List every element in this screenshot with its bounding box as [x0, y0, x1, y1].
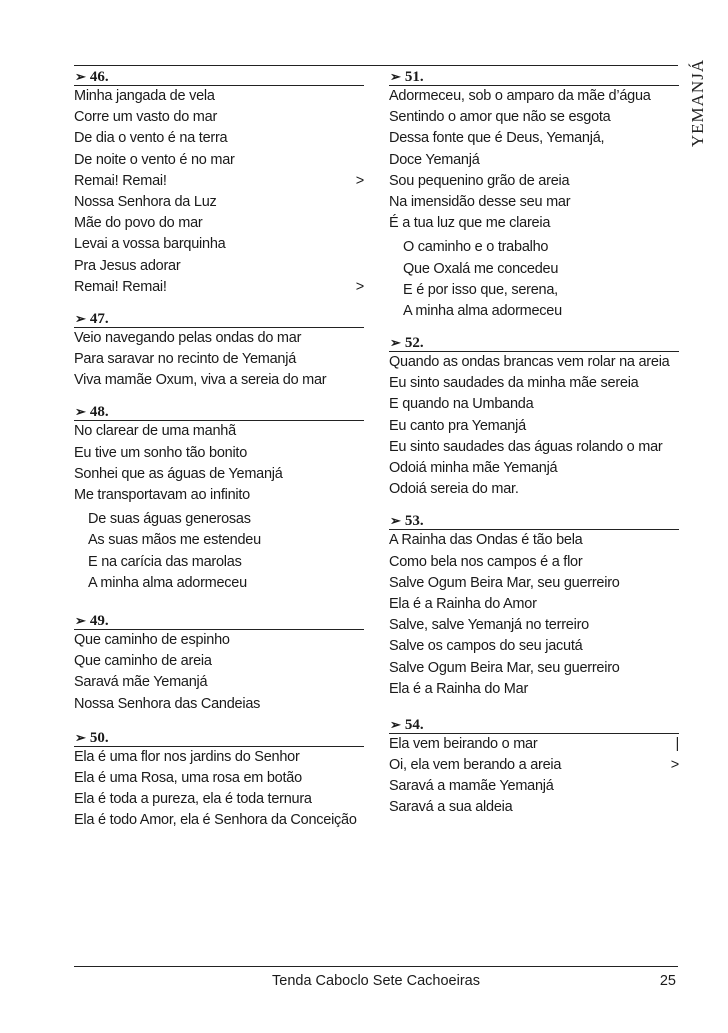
arrow-bullet-icon: ➢: [75, 69, 86, 84]
song-51: [389, 68, 679, 322]
song-line: Ela é a Rainha do Amor: [389, 595, 537, 612]
song-line: Minha jangada de vela: [74, 88, 215, 104]
repeat-mark: >: [355, 172, 364, 189]
song-line: E quando na Umbanda: [389, 396, 534, 413]
song-line: Oi, ela vem berando a areia >: [389, 755, 679, 776]
song-line: Salve os campos do seu jacutá: [389, 638, 583, 655]
song-line: Sentindo o amor que não se esgota: [389, 109, 611, 126]
song-line: Ela vem beirando o mar |: [389, 734, 679, 755]
song-49: [74, 612, 364, 715]
song-number: ➢ 46.: [74, 68, 364, 86]
song-line: Sonhei que as águas de Yemanjá: [74, 465, 283, 482]
arrow-bullet-icon: ➢: [75, 729, 86, 745]
song-line: Sou pequenino grão de areia: [389, 172, 570, 189]
song-line: Viva mamãe Oxum, viva a sereia do mar: [74, 372, 327, 389]
chorus-line: As suas mãos me estendeu: [88, 532, 261, 549]
section-tab-label: YEMANJÁ: [688, 58, 707, 148]
arrow-bullet-icon: ➢: [75, 310, 86, 326]
chorus-line: A minha alma adormeceu: [403, 302, 562, 319]
right-column: [389, 68, 679, 819]
song-line: Odoiá minha mãe Yemanjá: [389, 460, 558, 476]
song-line: Que caminho de espinho: [74, 631, 230, 648]
song-line: Mãe do povo do mar: [74, 215, 203, 232]
song-48: [74, 403, 364, 594]
song-line: Ela é a Rainha do Mar: [389, 680, 529, 697]
song-number: ➢ 53.: [389, 512, 679, 530]
song-line: Dessa fonte que é Deus, Yemanjá,: [389, 130, 605, 147]
song-line: Saravá a mamãe Yemanjá: [389, 778, 554, 795]
song-line: Eu sinto saudades da minha mãe sereia: [389, 375, 639, 392]
song-line: Salve Ogum Beira Mar, seu guerreiro: [389, 574, 620, 591]
song-46: [74, 68, 364, 298]
song-line: Me transportavam ao infinito: [74, 487, 250, 503]
song-number: ➢ 50.: [74, 729, 364, 747]
song-line: Ela é todo Amor, ela é Senhora da Conceição: [74, 812, 357, 829]
song-number: ➢ 52.: [389, 334, 679, 352]
song-line: Como bela nos campos é a flor: [389, 553, 583, 570]
chorus-line: Que Oxalá me concedeu: [403, 260, 559, 277]
song-line: De dia o vento é na terra: [74, 130, 228, 147]
song-line: Ela é uma flor nos jardins do Senhor: [74, 748, 300, 765]
song-line: Nossa Senhora da Luz: [74, 193, 217, 210]
song-line: Quando as ondas brancas vem rolar na areia: [389, 354, 670, 371]
song-line: Salve Ogum Beira Mar, seu guerreiro: [389, 659, 620, 676]
song-47: [74, 310, 364, 392]
arrow-bullet-icon: ➢: [390, 716, 401, 732]
song-line: No clarear de uma manhã: [74, 423, 236, 440]
song-52: [389, 334, 679, 500]
repeat-mark: >: [670, 757, 679, 774]
song-line: Corre um vasto do mar: [74, 109, 218, 126]
song-line: Remai! Remai! >: [74, 277, 364, 298]
song-line: Eu tive um sonho tão bonito: [74, 444, 248, 461]
song-line: Saravá mãe Yemanjá: [74, 674, 208, 691]
song-line: Remai! Remai! >: [74, 171, 364, 192]
section-tab: [680, 48, 716, 158]
song-line: Levai a vossa barquinha: [74, 236, 226, 253]
chorus-line: E é por isso que, serena,: [403, 281, 558, 298]
song-54: [389, 716, 679, 819]
song-line: De noite o vento é no mar: [74, 151, 235, 168]
song-number: ➢ 54.: [389, 716, 679, 734]
song-line: Que caminho de areia: [74, 653, 212, 670]
song-line: Ela é uma Rosa, uma rosa em botão: [74, 769, 302, 786]
footer-rule: [74, 966, 678, 967]
song-50: [74, 729, 364, 832]
chorus-line: De suas águas generosas: [88, 511, 251, 528]
repeat-mark: >: [355, 278, 364, 295]
song-number: ➢ 51.: [389, 68, 679, 86]
arrow-bullet-icon: ➢: [390, 69, 401, 84]
song-line: Ela é toda a pureza, ela é toda ternura: [74, 791, 312, 808]
song-line: Odoiá sereia do mar.: [389, 481, 519, 498]
arrow-bullet-icon: ➢: [390, 335, 401, 351]
song-line: Na imensidão desse seu mar: [389, 193, 571, 210]
chorus-line: A minha alma adormeceu: [88, 574, 247, 591]
repeat-mark: |: [675, 735, 679, 752]
song-line: Eu sinto saudades das águas rolando o mar: [389, 438, 663, 455]
arrow-bullet-icon: ➢: [75, 404, 86, 420]
top-rule: [74, 65, 678, 66]
song-line: A Rainha das Ondas é tão bela: [389, 532, 583, 549]
arrow-bullet-icon: ➢: [75, 612, 86, 628]
chorus-line: O caminho e o trabalho: [403, 239, 549, 256]
song-53: [389, 512, 679, 700]
song-line: Pra Jesus adorar: [74, 257, 181, 274]
footer-title: Tenda Caboclo Sete Cachoeiras: [272, 973, 480, 989]
chorus-line: E na carícia das marolas: [88, 553, 242, 570]
song-number: ➢ 49.: [74, 612, 364, 630]
song-line: É a tua luz que me clareia: [389, 215, 551, 232]
song-line: Veio navegando pelas ondas do mar: [74, 329, 302, 346]
song-line: Adormeceu, sob o amparo da mãe d’água: [389, 88, 651, 104]
song-line: Salve, salve Yemanjá no terreiro: [389, 617, 589, 634]
song-line: Para saravar no recinto de Yemanjá: [74, 351, 297, 368]
song-line: Eu canto pra Yemanjá: [389, 417, 526, 434]
left-column: [74, 68, 364, 831]
page-number: 25: [659, 973, 676, 989]
arrow-bullet-icon: ➢: [390, 513, 401, 529]
song-number: ➢ 48.: [74, 403, 364, 421]
song-number: ➢ 47.: [74, 310, 364, 328]
song-line: Nossa Senhora das Candeias: [74, 695, 261, 712]
song-line: Doce Yemanjá: [389, 151, 480, 168]
song-line: Saravá a sua aldeia: [389, 799, 513, 816]
